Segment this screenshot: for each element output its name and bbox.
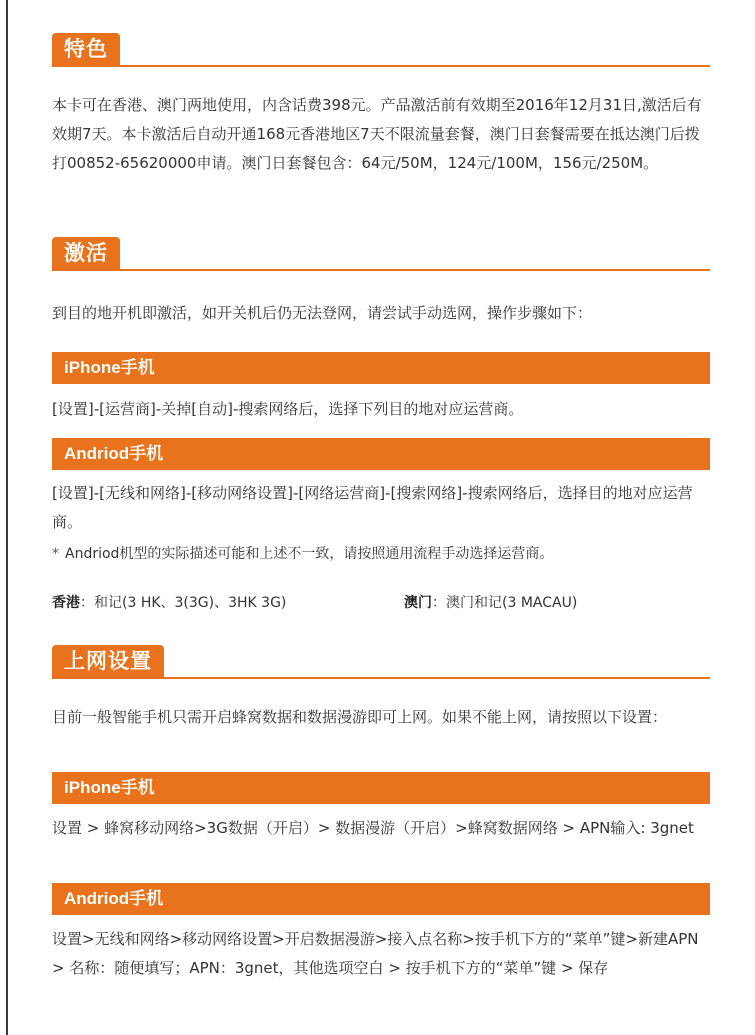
android-internet-steps: 设置>无线和网络>移动网络设置>开启数据漫游>接入点名称>按手机下方的“菜单”键>新建APN > 名称：随便填写；APN：3gnet，其他选项空白 > 按手机下方的“菜单”键 > 保存 — [52, 930, 699, 977]
section-rule — [52, 269, 710, 271]
section-header-activation — [52, 237, 710, 271]
iphone-label-bar: iPhone手机 — [52, 352, 710, 384]
android-label-bar: Andriod手机 — [52, 438, 710, 470]
section-title: 特色 — [52, 33, 120, 65]
section-title: 上网设置 — [52, 645, 164, 677]
activation-intro: 到目的地开机即激活，如开关机后仍无法登网，请尝试手动选网，操作步骤如下： — [52, 304, 593, 322]
android-label-bar: Andriod手机 — [52, 883, 710, 915]
features-text: 本卡可在香港、澳门两地使用，内含话费398元。产品激活前有效期至2016年12月31日,激活后有效期7天。本卡激活后自动开通168元香港地区7天不限流量套餐，澳门日套餐需要在抵达澳门后拨打00852-65620000申请。澳门日套餐包含：64元/50M，124元/100M，156元/250M。 — [52, 96, 702, 172]
asterisk-icon: * — [52, 546, 59, 562]
activation-note — [52, 540, 710, 569]
iphone-internet-steps: 设置 > 蜂窝移动网络>3G数据（开启）> 数据漫游（开启）>蜂窝数据网络 > APN输入: 3gnet — [52, 819, 694, 837]
section-title: 激活 — [52, 237, 120, 269]
internet-intro: 目前一般智能手机只需开启蜂窝数据和数据漫游即可上网。如果不能上网，请按照以下设置： — [52, 708, 668, 726]
macau-label: 澳门 — [404, 595, 432, 611]
iphone-label-bar: iPhone手机 — [52, 772, 710, 804]
section-header-features — [52, 33, 710, 67]
hong-kong-value: ：和记(3 HK、3(3G)、3HK 3G) — [80, 595, 287, 611]
note-text: Andriod机型的实际描述可能和上述不一致，请按照通用流程手动选择运营商。 — [65, 546, 554, 562]
section-rule — [52, 65, 710, 67]
carrier-line — [52, 591, 710, 615]
section-rule — [52, 677, 710, 679]
hong-kong-label: 香港 — [52, 595, 80, 611]
macau-value: ：澳门和记(3 MACAU) — [432, 595, 578, 611]
section-header-internet — [52, 645, 710, 679]
android-activation-steps: [设置]-[无线和网络]-[移动网络设置]-[网络运营商]-[搜索网络]-搜索网络后，选择目的地对应运营商。 — [52, 484, 693, 531]
iphone-activation-steps: [设置]-[运营商]-关掉[自动]-搜索网络后，选择下列目的地对应运营商。 — [52, 400, 524, 418]
hong-kong-carrier — [52, 595, 286, 611]
left-border-line — [6, 0, 8, 1035]
macau-carrier — [404, 591, 577, 615]
